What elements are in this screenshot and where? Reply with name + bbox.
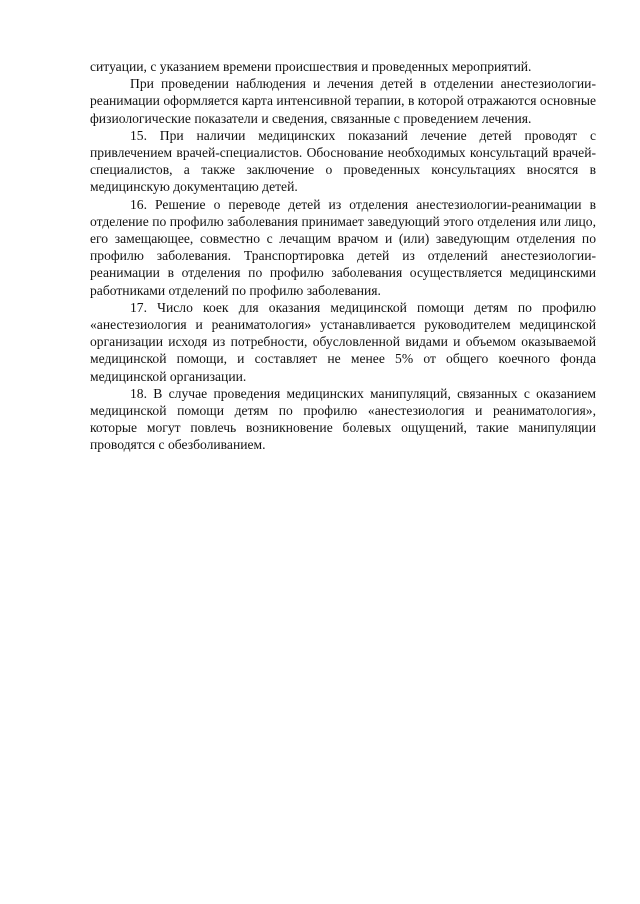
paragraph-17-bed-count: 17. Число коек для оказания медицинской помощи детям по профилю «анестезиология и реаниматология» устанавливается руководителем медицинской организации исходя из потребности, обусловленной видами и объемом оказываемой медицинской помощи, и составляет не менее 5% от общего коечного фонда медицинской организации. xyxy=(90,299,596,384)
paragraph-15-specialists: 15. При наличии медицинских показаний лечение детей проводят с привлечением врачей-специалистов. Обоснование необходимых консультаций врачей-специалистов, а также заключение о проведенных консультациях вносятся в медицинскую документацию детей. xyxy=(90,127,596,195)
paragraph-continuation: ситуации, с указанием времени происшествия и проведенных мероприятий. xyxy=(90,59,532,74)
paragraph-16-transfer: 16. Решение о переводе детей из отделения анестезиологии-реанимации в отделение по профилю заболевания принимает заведующий этого отделения или лицо, его замещающее, совместно с лечащим врачом и (или) заведующим отделения по профилю заболевания. Транспортировка детей из отделений анестезиологии-реанимации в отделения по профилю заболевания осуществляется медицинскими работниками отделений по профилю заболевания. xyxy=(90,196,596,298)
paragraph-intensive-care-card: При проведении наблюдения и лечения детей в отделении анестезиологии-реанимации оформляется карта интенсивной терапии, в которой отражаются основные физиологические показатели и сведения, связанные с проведением лечения. xyxy=(90,76,596,126)
document-page xyxy=(90,58,596,454)
paragraph-18-anesthesia: 18. В случае проведения медицинских манипуляций, связанных с оказанием медицинской помощи детям по профилю «анестезиология и реаниматология», которые могут повлечь возникновение болевых ощущений, такие манипуляции проводятся с обезболиванием. xyxy=(90,385,596,453)
